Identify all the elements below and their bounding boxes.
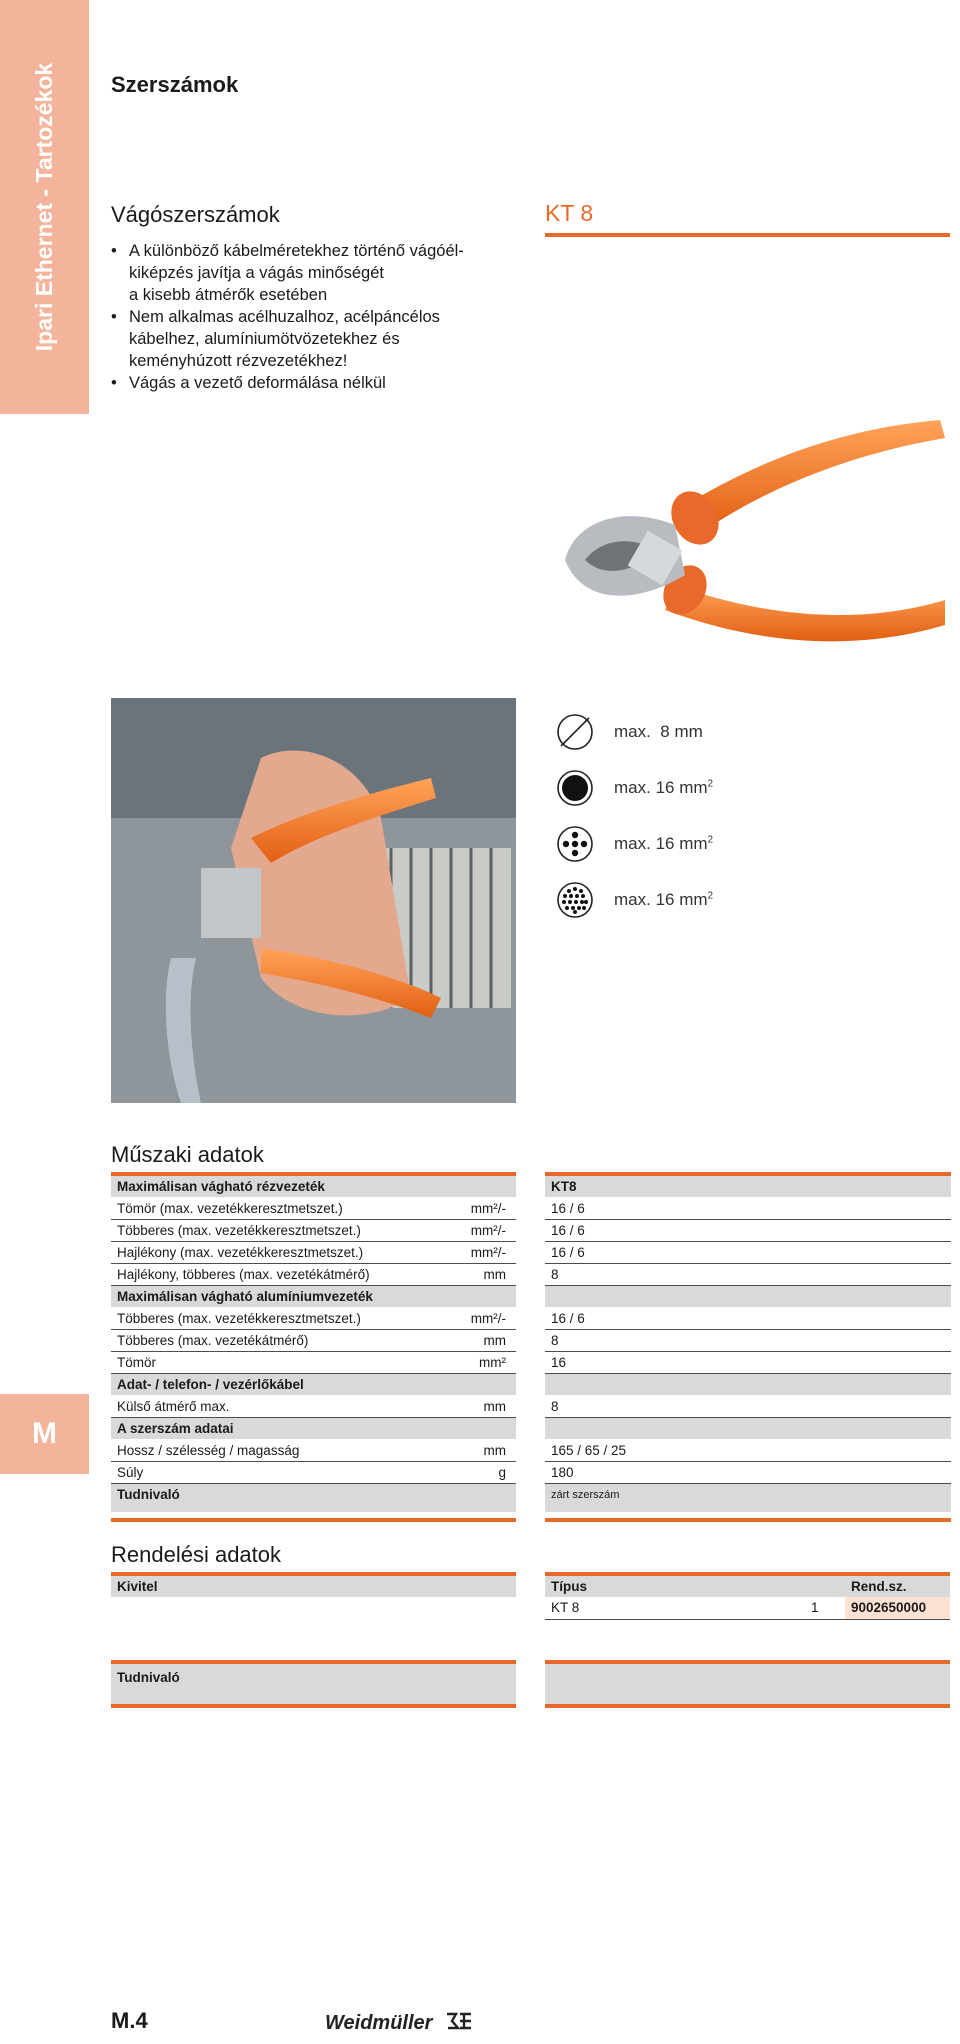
tech-unit <box>316 1418 506 1440</box>
product-title-rule <box>545 233 950 237</box>
usage-photo <box>111 698 516 1103</box>
tech-value: 16 <box>551 1355 567 1370</box>
diameter-icon <box>556 713 594 751</box>
tech-label: A szerszám adatai <box>117 1421 234 1436</box>
tech-group-header <box>111 1176 951 1198</box>
tech-value: 8 <box>551 1267 559 1282</box>
tech-group-header <box>111 1286 951 1308</box>
tech-label: Maximálisan vágható rézvezeték <box>117 1179 325 1194</box>
tech-unit <box>316 1176 506 1198</box>
tech-unit <box>316 1484 506 1506</box>
spec-row-flexible: max. 16 $mm^2$ <box>556 880 936 920</box>
brand-mark-icon <box>444 2010 474 2032</box>
spec-row-solid: max. 16 $mm^2$ <box>556 768 936 808</box>
tech-label: Tudnivaló <box>117 1487 180 1502</box>
tech-label: Maximálisan vágható alumíniumvezeték <box>117 1289 373 1304</box>
brand-logo: Weidmüller <box>325 2010 474 2035</box>
page-number: M.4 <box>111 2008 148 2033</box>
order-row: KT 8 1 9002650000 <box>545 1597 950 1619</box>
tech-value: 180 <box>551 1465 574 1480</box>
page-title: Szerszámok <box>111 72 239 97</box>
tech-label: Külső átmérő max. <box>117 1399 230 1414</box>
tech-label: Adat- / telefon- / vezérlőkábel <box>117 1377 304 1392</box>
tech-value: 8 <box>551 1399 559 1414</box>
tech-value: 165 / 65 / 25 <box>551 1443 627 1458</box>
intro-title: Vágószerszámok <box>111 202 280 227</box>
order-right-header: Típus Rend.sz. <box>545 1576 950 1597</box>
tech-unit: mm <box>483 1267 506 1282</box>
note-box-left: Tudnivaló <box>111 1664 516 1704</box>
order-left-header: Kivitel <box>111 1576 516 1597</box>
product-title: KT 8 <box>545 200 594 226</box>
tech-unit: mm² <box>479 1355 506 1370</box>
tech-unit: g <box>498 1465 506 1480</box>
tech-row <box>111 1264 951 1286</box>
note-box-right <box>545 1664 950 1704</box>
tech-unit: mm <box>483 1399 506 1414</box>
tech-value: zárt szerszám <box>551 1489 620 1501</box>
tech-unit <box>316 1286 506 1308</box>
tech-value: 16 / 6 <box>551 1201 585 1216</box>
flexible-conductor-icon <box>556 881 594 919</box>
tech-row <box>111 1220 951 1242</box>
tech-label: Súly <box>117 1465 144 1480</box>
tech-row <box>111 1242 951 1264</box>
side-tab <box>0 0 89 414</box>
tech-row <box>111 1308 951 1330</box>
tech-label: Tömör (max. vezetékkeresztmetszet.) <box>117 1201 343 1216</box>
order-title: Rendelési adatok <box>111 1542 282 1567</box>
stranded-conductor-icon <box>556 825 594 863</box>
bullet-item: • Vágás a vezető deformálása nélkül <box>111 372 531 394</box>
tech-label: Hajlékony, többeres (max. vezetékátmérő) <box>117 1267 370 1282</box>
cable-cutter-image <box>545 410 950 660</box>
tech-label: Többeres (max. vezetékkeresztmetszet.) <box>117 1311 361 1326</box>
spec-row-diameter: max. 8 mm <box>556 712 936 752</box>
tech-row <box>111 1330 951 1352</box>
intro-bullets <box>111 240 531 394</box>
tech-label: Hossz / szélesség / magasság <box>117 1443 300 1458</box>
spec-row-stranded: max. 16 $mm^2$ <box>556 824 936 864</box>
tech-row <box>111 1462 951 1484</box>
bullet-item: • A különböző kábelméretekhez történő vágóél- kiképzés javítja a vágás minőségét a kisebb átmérők esetében <box>111 240 531 306</box>
tech-unit: mm²/- <box>470 1245 506 1260</box>
tech-label: Tömör <box>117 1355 157 1370</box>
tech-row <box>111 1440 951 1462</box>
tech-value: 16 / 6 <box>551 1311 585 1326</box>
bullet-item: • Nem alkalmas acélhuzalhoz, acélpáncélos kábelhez, alumíniumötvözetekhez és keményhúzott rézvezetékhez! <box>111 306 531 372</box>
tech-row <box>111 1198 951 1220</box>
tech-label: Többeres (max. vezetékkeresztmetszet.) <box>117 1223 361 1238</box>
tech-note-row <box>111 1484 951 1506</box>
tech-label: Hajlékony (max. vezetékkeresztmetszet.) <box>117 1245 364 1260</box>
tech-value: 16 / 6 <box>551 1245 585 1260</box>
solid-conductor-icon <box>556 769 594 807</box>
section-letter-tab: M <box>0 1394 89 1474</box>
tech-title: Műszaki adatok <box>111 1142 264 1167</box>
tech-group-header <box>111 1418 951 1440</box>
tech-row <box>111 1396 951 1418</box>
tech-unit: mm <box>483 1443 506 1458</box>
tech-group-header <box>111 1374 951 1396</box>
tech-row <box>111 1352 951 1374</box>
tech-unit <box>316 1374 506 1396</box>
tech-value: 8 <box>551 1333 559 1348</box>
tech-label: Többeres (max. vezetékátmérő) <box>117 1333 309 1348</box>
tech-value: 16 / 6 <box>551 1223 585 1238</box>
tech-unit: mm <box>483 1333 506 1348</box>
tech-unit: mm²/- <box>470 1311 506 1326</box>
tech-unit: mm²/- <box>470 1223 506 1238</box>
tech-value: KT8 <box>551 1179 577 1194</box>
side-tab-label: Ipari Ethernet - Tartozékok <box>31 62 57 352</box>
tech-unit: mm²/- <box>470 1201 506 1216</box>
